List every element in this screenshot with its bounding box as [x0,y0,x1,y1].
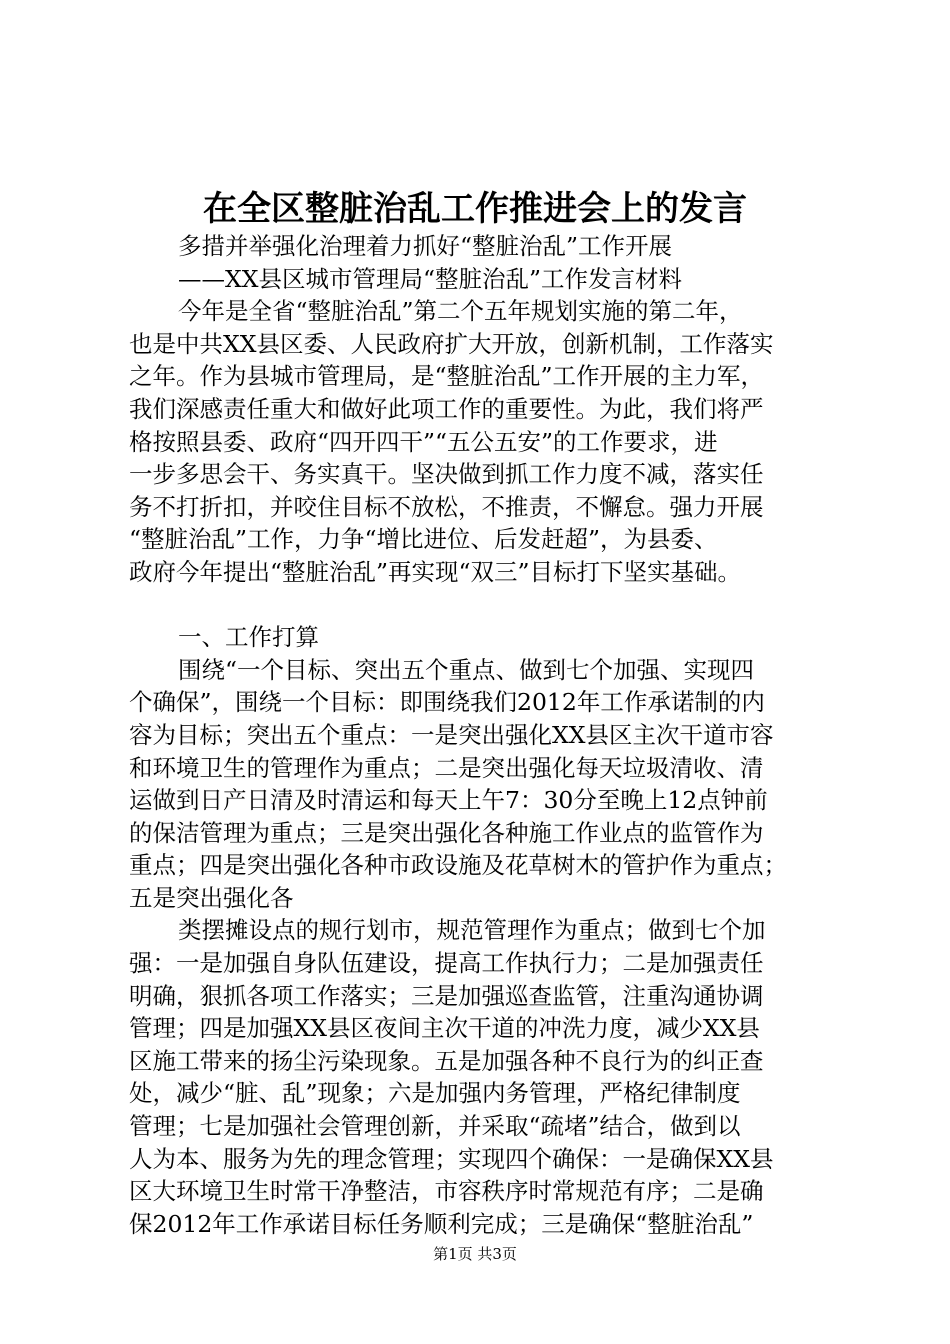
paragraph-line: 管理；七是加强社会管理创新，并采取“疏堵”结合，做到以 [129,1112,741,1141]
paragraph-line: 管理；四是加强XX县区夜间主次干道的冲洗力度，减少XX县 [129,1014,760,1043]
paragraph-line: 和环境卫生的管理作为重点；二是突出强化每天垃圾清收、清 [129,753,764,782]
paragraph-line: 处，减少“脏、乱”现象；六是加强内务管理，严格纪律制度 [129,1079,741,1108]
blank-line [129,589,849,622]
paragraph-line: 围绕“一个目标、突出五个重点、做到七个加强、实现四 [178,655,755,684]
paragraph-line: 运做到日产日清及时清运和每天上午7：30分至晚上12点钟前 [129,786,768,815]
paragraph-line: 我们深感责任重大和做好此项工作的重要性。为此，我们将严 [129,394,764,423]
paragraph-line: 个确保”，围绕一个目标：即围绕我们2012年工作承诺制的内 [129,688,765,717]
paragraph-line: 容为目标；突出五个重点：一是突出强化XX县区主次干道市容 [129,720,774,749]
paragraph-line: 之年。作为县城市管理局，是“整脏治乱”工作开展的主力军， [129,362,765,391]
paragraph-line: 类摆摊设点的规行划市，规范管理作为重点；做到七个加 [178,916,766,945]
paragraph-line: 的保洁管理为重点；三是突出强化各种施工作业点的监管作为 [129,818,764,847]
section-heading: 一、工作打算 [178,623,319,652]
paragraph-line: 重点；四是突出强化各种市政设施及花草树木的管护作为重点； [129,851,787,880]
paragraph-line: 强：一是加强自身队伍建设，提高工作执行力；二是加强责任 [129,949,764,978]
paragraph-line: 格按照县委、政府“四开四干”“五公五安”的工作要求，进 [129,427,718,456]
paragraph-line: 也是中共XX县区委、人民政府扩大开放，创新机制，工作落实 [129,329,774,358]
paragraph-line: 人为本、服务为先的理念管理；实现四个确保：一是确保XX县 [129,1144,774,1173]
document-title: 在全区整脏治乱工作推进会上的发言 [203,189,747,229]
paragraph-line: 明确，狠抓各项工作落实；三是加强巡查监管，注重沟通协调 [129,981,764,1010]
paragraph-line: “整脏治乱”工作，力争“增比进位、后发赶超”，为县委、 [129,525,718,554]
paragraph-line: 保2012年工作承诺目标任务顺利完成；三是确保“整脏治乱” [129,1209,754,1238]
paragraph-line: 一步多思会干、务实真干。坚决做到抓工作力度不减，落实任 [129,460,764,489]
paragraph-line: 区施工带来的扬尘污染现象。五是加强各种不良行为的纠正查 [129,1046,764,1075]
page-number-footer: 第1页 共3页 [433,1245,517,1263]
paragraph-line: 政府今年提出“整脏治乱”再实现“双三”目标打下坚实基础。 [129,557,742,586]
paragraph-line: 今年是全省“整脏治乱”第二个五年规划实施的第二年， [178,297,743,326]
document-body [129,230,849,1240]
subtitle-line: 多措并举强化治理着力抓好“整脏治乱”工作开展 [178,232,673,260]
subtitle-line: ——XX县区城市管理局“整脏治乱”工作发言材料 [178,264,682,293]
paragraph-line: 五是突出强化各 [129,883,294,912]
paragraph-line: 区大环境卫生时常干净整洁，市容秩序时常规范有序；二是确 [129,1177,764,1206]
paragraph-line: 务不打折扣，并咬住目标不放松，不推责，不懈怠。强力开展 [129,492,764,521]
